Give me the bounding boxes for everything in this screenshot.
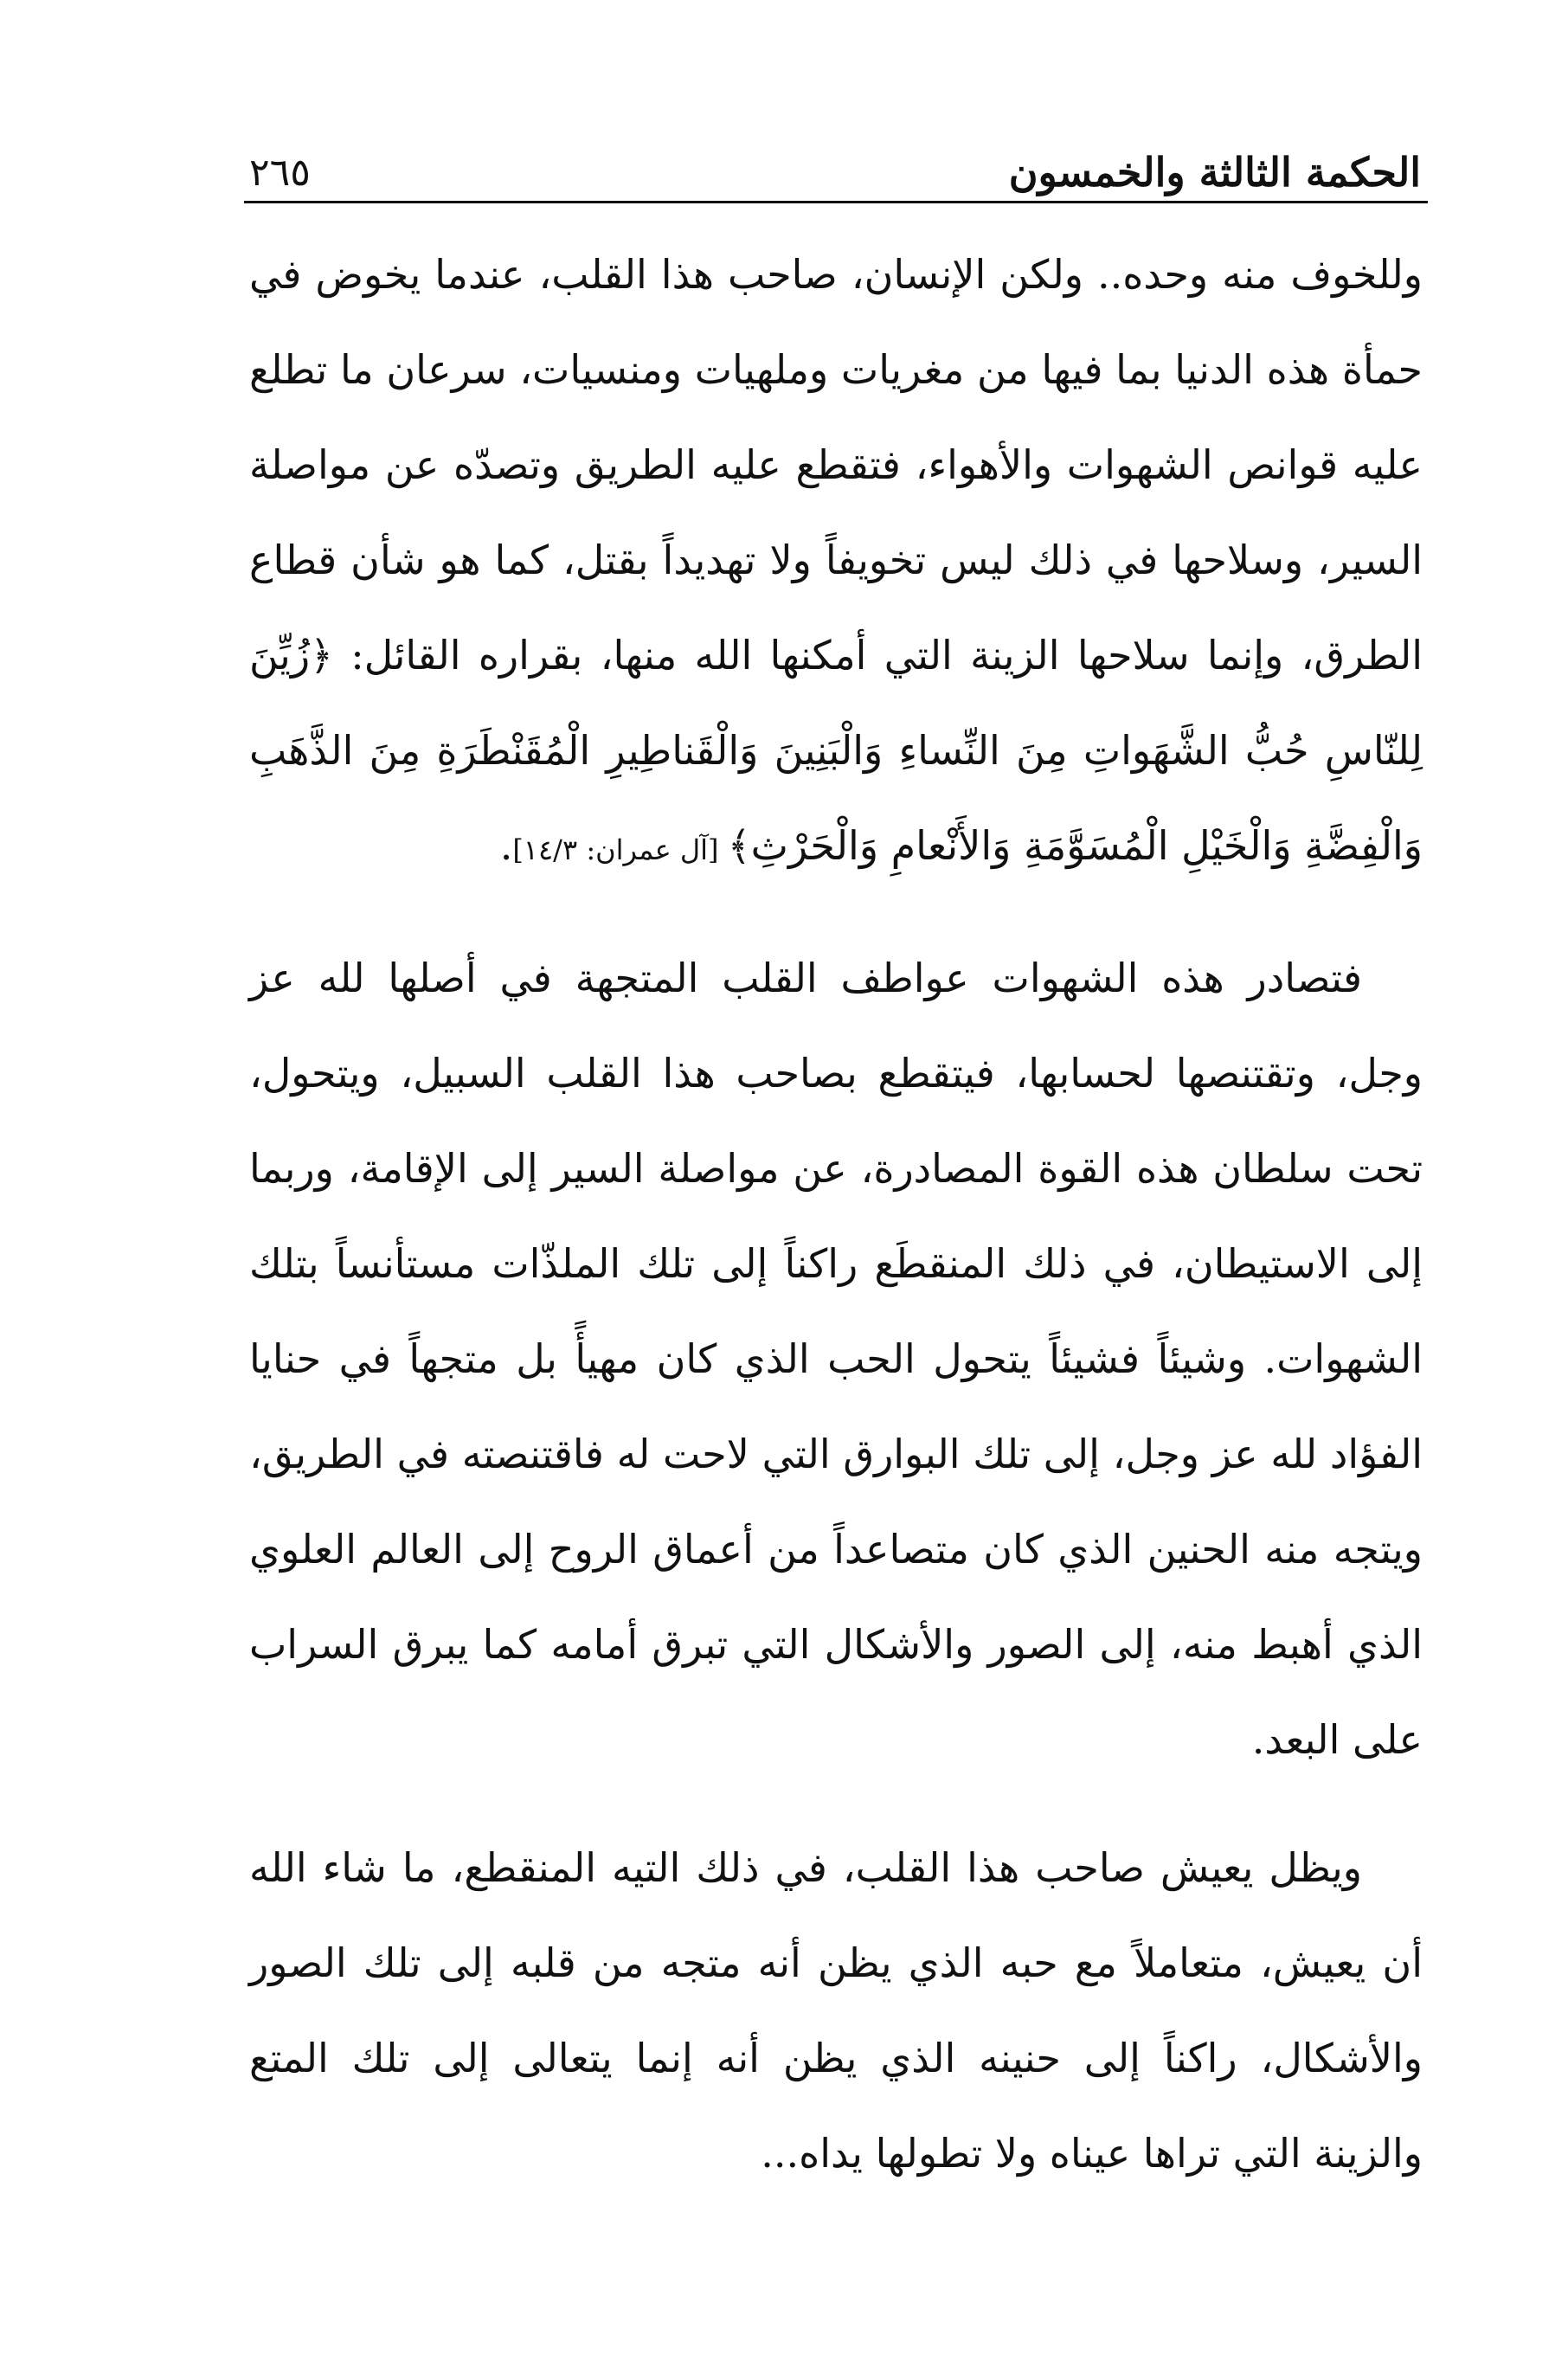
chapter-title: الحكمة الثالثة والخمسون: [1008, 149, 1421, 196]
header-divider: [244, 201, 1428, 203]
paragraph-1: [249, 227, 1423, 897]
running-header: [249, 130, 1421, 199]
paragraph-1-text: وللخوف منه وحده.. ولكن الإنسان، صاحب هذا القلب، عندما يخوض في حمأة هذه الدنيا بما فيها من مغريات وملهيات ومنسيات، سرعان ما تطلع عليه قوانص الشهوات والأهواء، فتقطع عليه الطريق وتصدّه عن مواصلة السير، وسلاحها في ذلك ليس تخويفاً ولا تهديداً بقتل، كما هو شأن قطاع الطرق، وإنما سلاحها الزينة التي أمكنها الله منها، بقراره القائل:: [249, 251, 1423, 679]
body-text: [249, 227, 1423, 2201]
paragraph-2: فتصادر هذه الشهوات عواطف القلب المتجهة في أصلها لله عز وجل، وتقتنصها لحسابها، فيتقطع بصاحب هذا القلب السبيل، ويتحول، تحت سلطان هذه القوة المصادرة، عن مواصلة السير إلى الإقامة، وربما إلى الاستيطان، في ذلك المنقطَع راكناً إلى تلك الملذّات مستأنساً بتلك الشهوات. وشيئاً فشيئاً يتحول الحب الذي كان مهيأً بل متجهاً في حنايا الفؤاد لله عز وجل، إلى تلك البوارق التي لاحت له فاقتنصته في الطريق، ويتجه منه الحنين الذي كان متصاعداً من أعماق الروح إلى العالم العلوي الذي أهبط منه، إلى الصور والأشكال التي تبرق أمامه كما يبرق السراب على البعد.: [249, 955, 1423, 1763]
quran-verse: ﴿زُيِّنَ لِلنّاسِ حُبُّ الشَّهَواتِ مِنَ النِّساءِ وَالْبَنِينَ وَالْقَناطِيرِ الْمُقَنْطَرَةِ مِنَ الذَّهَبِ وَالْفِضَّةِ وَالْخَيْلِ الْمُسَوَّمَةِ وَالأَنْعامِ وَالْحَرْثِ﴾: [249, 632, 1423, 869]
paragraph-1-end: .: [499, 822, 513, 869]
verse-reference: [آل عمران: ١٤/٣]: [512, 833, 728, 866]
page-number: ٢٦٥: [249, 151, 311, 195]
paragraph-3: ويظل يعيش صاحب هذا القلب، في ذلك التيه المنقطع، ما شاء الله أن يعيش، متعاملاً مع حبه الذي يظن أنه متجه من قلبه إلى تلك الصور والأشكال، راكناً إلى حنينه الذي يظن أنه إنما يتعالى إلى تلك المتع والزينة التي تراها عيناه ولا تطولها يداه...: [249, 1844, 1423, 2177]
